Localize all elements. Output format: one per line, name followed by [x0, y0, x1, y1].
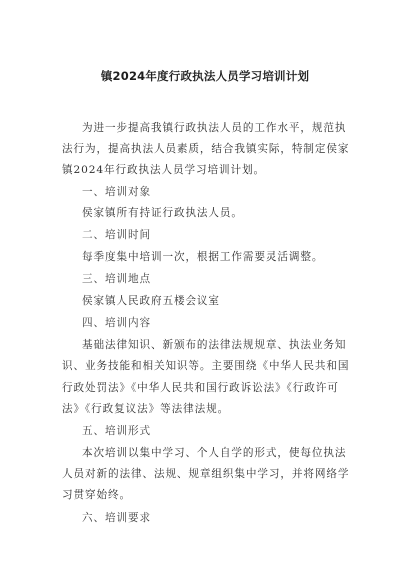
section-text: 人员对新的法律、法规、规章组织集中学习，并将网络学 — [62, 468, 350, 480]
section-text: 本次培训以集中学习、个人自学的形式，使每位执法 — [82, 447, 347, 459]
section-text: 识、业务技能和相关知识等。主要围绕《中华人民共和国 — [62, 360, 350, 372]
section-text: 行政处罚法》《中华人民共和国行政诉讼法》《行政许可 — [62, 382, 339, 394]
section-text: 侯家镇人民政府五楼会议室 — [82, 295, 220, 307]
section-text: 法》《行政复议法》等法律法规。 — [62, 403, 230, 415]
section-heading: 六、培训要求 — [82, 512, 151, 524]
section-heading: 一、培训对象 — [82, 186, 151, 198]
section-text: 习贯穿始终。 — [62, 489, 131, 501]
intro-line: 法行为，提高执法人员素质，结合我镇实际，特制定侯家 — [62, 143, 350, 155]
intro-line: 为进一步提高我镇行政执法人员的工作水平，规范执 — [82, 122, 347, 134]
section-text: 每季度集中培训一次，根据工作需要灵活调整。 — [82, 251, 324, 263]
section-heading: 四、培训内容 — [82, 317, 151, 329]
document-title: 镇2024年度行政执法人员学习培训计划 — [100, 69, 310, 83]
section-heading: 二、培训时间 — [82, 229, 151, 241]
section-heading: 三、培训地点 — [82, 273, 151, 285]
section-text: 侯家镇所有持证行政执法人员。 — [82, 207, 243, 219]
intro-line: 镇2024年行政执法人员学习培训计划。 — [62, 164, 265, 176]
section-heading: 五、培训形式 — [82, 425, 151, 437]
section-text: 基础法律知识、新颁布的法律法规规章、执法业务知 — [82, 339, 347, 351]
